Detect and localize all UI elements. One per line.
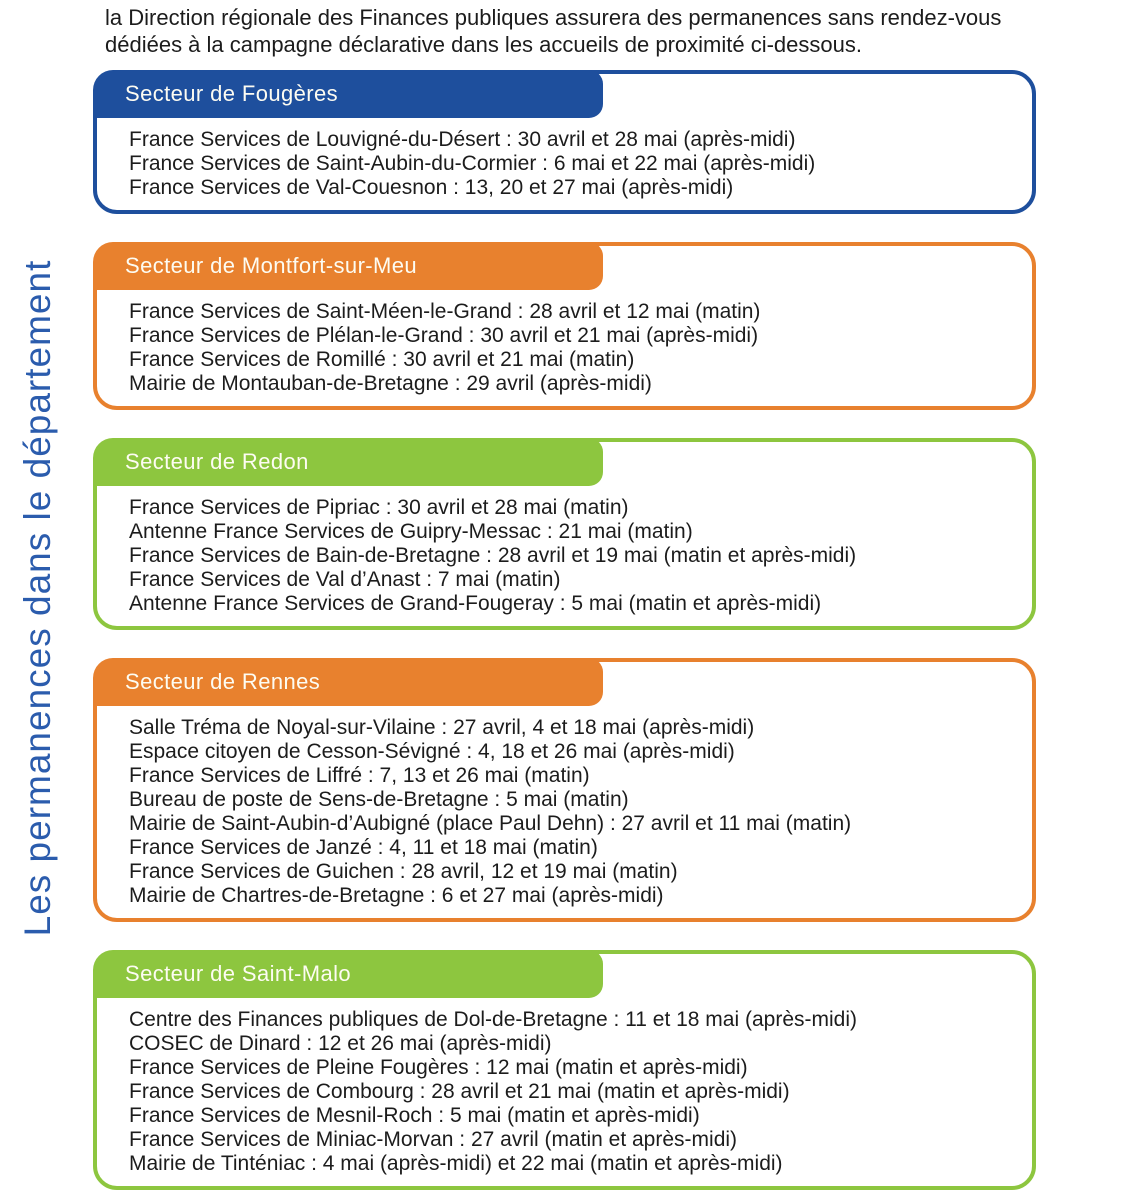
permanence-line: France Services de Saint-Aubin-du-Cormier : 6 mai et 22 mai (après-midi): [129, 152, 816, 175]
sector-title: Secteur de Rennes: [125, 669, 321, 694]
permanence-line: France Services de Plélan-le-Grand : 30 avril et 21 mai (après-midi): [129, 324, 759, 347]
intro-line-1: la Direction régionale des Finances publiques assurera des permanences sans rendez-vous: [105, 5, 1002, 30]
sector-box-rennes: [93, 658, 1036, 922]
main-content: [93, 4, 1036, 1190]
permanence-line: Espace citoyen de Cesson-Sévigné : 4, 18 et 26 mai (après-midi): [129, 740, 735, 763]
permanence-line: Mairie de Chartres-de-Bretagne : 6 et 27 mai (après-midi): [129, 884, 664, 907]
permanence-line: Mairie de Saint-Aubin-d’Aubigné (place Paul Dehn) : 27 avril et 11 mai (matin): [129, 812, 852, 835]
sector-title: Secteur de Redon: [125, 449, 309, 474]
permanence-line: France Services de Pleine Fougères : 12 mai (matin et après-midi): [129, 1056, 748, 1079]
permanence-line: Bureau de poste de Sens-de-Bretagne : 5 mai (matin): [129, 788, 629, 811]
sector-entries: [129, 716, 1014, 908]
sector-tab-montfort-sur-meu: [93, 242, 603, 290]
intro-paragraph: [93, 4, 1036, 58]
permanence-line: France Services de Saint-Méen-le-Grand : 28 avril et 12 mai (matin): [129, 300, 761, 323]
sector-title: Secteur de Saint-Malo: [125, 961, 352, 986]
permanence-line: France Services de Val-Couesnon : 13, 20 et 27 mai (après-midi): [129, 176, 734, 199]
intro-line-2: dédiées à la campagne déclarative dans les accueils de proximité ci-dessous.: [105, 32, 862, 57]
sector-entries: [129, 1008, 1014, 1176]
permanence-line: France Services de Guichen : 28 avril, 12 et 19 mai (matin): [129, 860, 678, 883]
sector-tab-redon: [93, 438, 603, 486]
permanence-line: Centre des Finances publiques de Dol-de-Bretagne : 11 et 18 mai (après-midi): [129, 1008, 857, 1031]
sector-entries: [129, 496, 1014, 616]
permanence-line: COSEC de Dinard : 12 et 26 mai (après-midi): [129, 1032, 552, 1055]
permanence-line: Mairie de Montauban-de-Bretagne : 29 avril (après-midi): [129, 372, 652, 395]
permanence-line: Antenne France Services de Guipry-Messac : 21 mai (matin): [129, 520, 693, 543]
permanence-line: France Services de Louvigné-du-Désert : 30 avril et 28 mai (après-midi): [129, 128, 796, 151]
sector-box-montfort-sur-meu: [93, 242, 1036, 410]
permanence-line: Salle Tréma de Noyal-sur-Vilaine : 27 avril, 4 et 18 mai (après-midi): [129, 716, 755, 739]
permanence-line: France Services de Pipriac : 30 avril et 28 mai (matin): [129, 496, 629, 519]
sector-box-saint-malo: [93, 950, 1036, 1190]
sector-tab-rennes: [93, 658, 603, 706]
sector-title: Secteur de Fougères: [125, 81, 339, 106]
permanence-line: France Services de Romillé : 30 avril et 21 mai (matin): [129, 348, 635, 371]
permanence-line: France Services de Janzé : 4, 11 et 18 mai (matin): [129, 836, 598, 859]
sector-entries: [129, 128, 1014, 200]
sector-tab-saint-malo: [93, 950, 603, 998]
sector-box-fougeres: [93, 70, 1036, 214]
permanence-line: Antenne France Services de Grand-Fougeray : 5 mai (matin et après-midi): [129, 592, 822, 615]
permanence-line: France Services de Val d’Anast : 7 mai (matin): [129, 568, 561, 591]
permanence-line: Mairie de Tinténiac : 4 mai (après-midi) et 22 mai (matin et après-midi): [129, 1152, 783, 1175]
sector-title: Secteur de Montfort-sur-Meu: [125, 253, 418, 278]
permanence-line: France Services de Mesnil-Roch : 5 mai (matin et après-midi): [129, 1104, 700, 1127]
sector-entries: [129, 300, 1014, 396]
sector-box-redon: [93, 438, 1036, 630]
permanence-line: France Services de Miniac-Morvan : 27 avril (matin et après-midi): [129, 1128, 738, 1151]
vertical-department-title: Les permanences dans le département: [17, 259, 58, 937]
permanence-line: France Services de Liffré : 7, 13 et 26 mai (matin): [129, 764, 590, 787]
sector-tab-fougeres: [93, 70, 603, 118]
permanence-line: France Services de Bain-de-Bretagne : 28 avril et 19 mai (matin et après-midi): [129, 544, 857, 567]
permanence-line: France Services de Combourg : 28 avril et 21 mai (matin et après-midi): [129, 1080, 790, 1103]
